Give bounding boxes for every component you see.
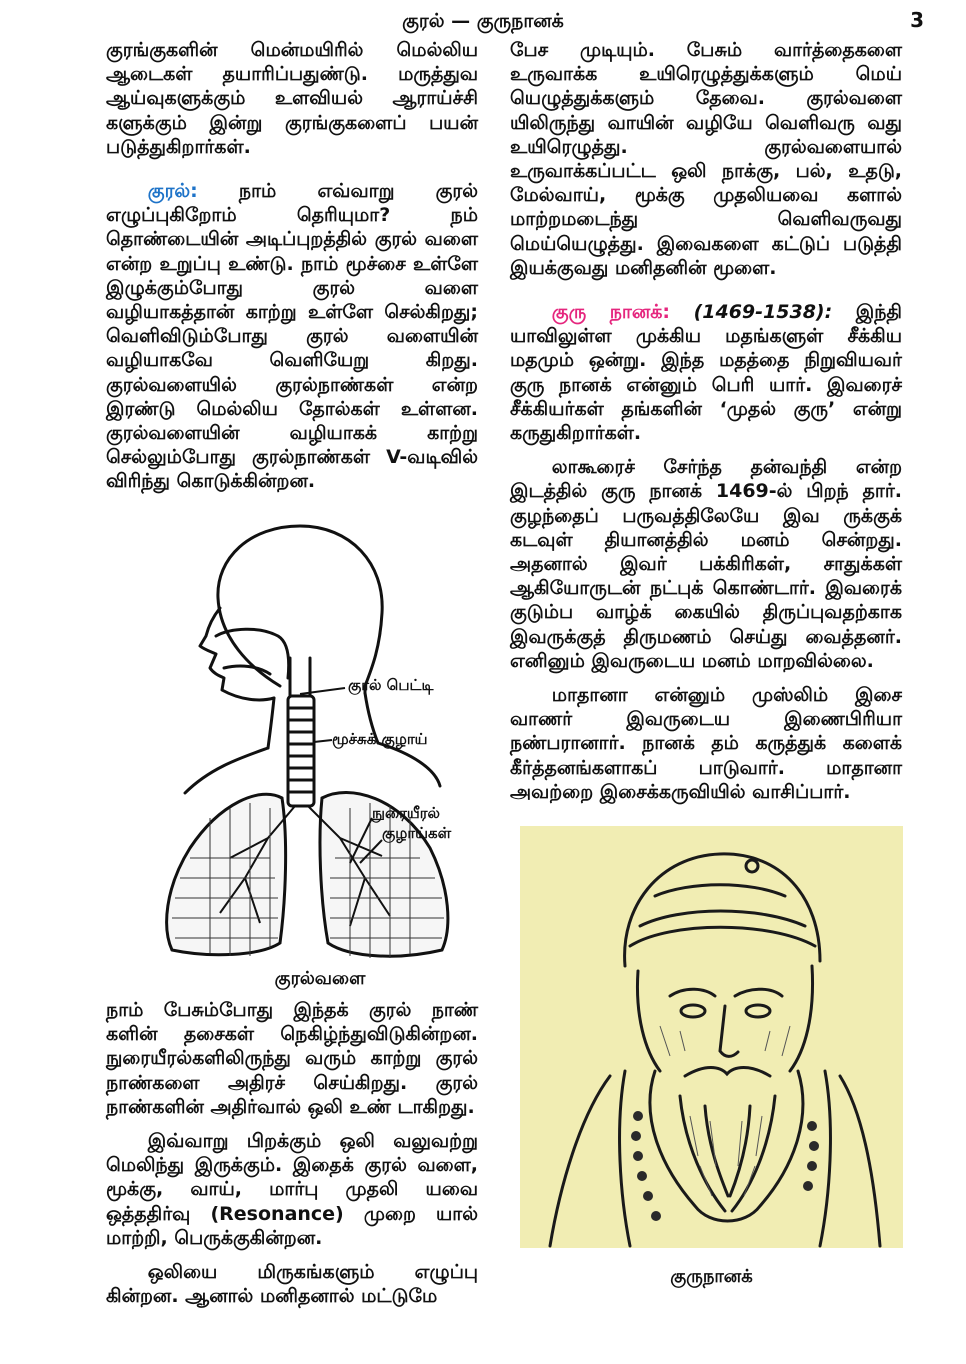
respiratory-system-drawing <box>150 518 490 968</box>
paragraph-voice-text: நாம் எவ்வாறு குரல் எழுப்புகிறோம் தெரியுமா? நம் தொண்டையின் அடிப்புறத்தில் குரல் வளை என்ற உறுப்பு உண்டு. நாம் மூச்சை உள்ளே இழுக்கும்போது குரல் வளை வழியாகத்தான் காற்று உள்ளே செல்கிறது; வெளிவிடும்போது குரல் வளையின் வழியாகவே வெளியேறு கிறது. குரல்வளையில் குரல்நாண்கள் என்ற இரண்டு மெல்லிய தோல்கள் உள்ளன. குரல்வளையின் வழியாகக் காற்று செல்லும்போது குரல்நாண்கள் V-வடிவில் விரிந்து கொடுக்கின்றன. <box>106 180 478 493</box>
label-voice-box: குரல் பெட்டி <box>348 676 434 694</box>
paragraph-birth: லாகூரைச் சேர்ந்த தன்வந்தி என்ற இடத்தில் குரு நானக் 1469-ல் பிறந் தார். குழந்தைப் பருவத்திலேயே இவ ருக்குக் கடவுள் தியானத்தில் மனம் சென்றது. அதனால் இவர் பக்கிரிகள், சாதுக்கள் ஆகியோருடன் நட்புக் கொண்டார். இவரைக் குடும்ப வாழ்க் கையில் திருப்புவதற்காக இவருக்குத் திருமணம் செய்து வைத்தனர். எனினும் இவருடைய மனம் மாறவில்லை. <box>510 456 902 672</box>
running-header: குரல் — குருநானக் <box>402 10 564 32</box>
paragraph-voice <box>106 179 478 494</box>
paragraph-animals: ஒலியை மிருகங்களும் எழுப்பு கின்றன. ஆனால் மனிதனால் மட்டுமே <box>106 1261 478 1308</box>
label-bronchi-1: நுரையீரல் <box>372 804 440 822</box>
paragraph-mardana: மாதானா என்னும் முஸ்லிம் இசை வாணர் இவருடைய இணைபிரியா நண்பரானார். நானக் தம் கருத்துக் களைக் கீர்த்தனங்களாகப் பாடுவார். மாதானா அவற்றை இசைக்கருவியில் வாசிப்பார். <box>510 684 902 803</box>
left-column-lower <box>106 998 478 1308</box>
paragraph-speech: பேச முடியும். பேசும் வார்த்தைகளை உருவாக்க உயிரெழுத்துக்களும் மெய் யெழுத்துக்களும் தேவை. குரல்வளை யிலிருந்து வாயின் வழியே வெளிவரு வது உயிரெழுத்து. குரல்வளையால் உருவாக்கப்பட்ட ஒலி நாக்கு, பல், உதடு, மேல்வாய், மூக்கு முதலியவை களால் மாற்றமடைந்து வெளிவருவது மெய்யெழுத்து. இவைகளை கட்டுப் படுத்தி இயக்குவது மனிதனின் மூளை. <box>510 39 902 279</box>
page-number: 3 <box>910 8 924 32</box>
paragraph-monkeys: குரங்குகளின் மென்மயிரில் மெல்லிய ஆடைகள் தயாரிப்பதுண்டு. மருத்துவ ஆய்வுகளுக்கும் உளவியல் ஆராய்ச்சி களுக்கும் இன்று குரங்குகளைப் பயன் படுத்துகிறார்கள். <box>106 39 478 158</box>
heading-kural: குரல்: <box>147 180 198 203</box>
larynx-diagram <box>150 518 490 968</box>
left-column <box>106 38 478 504</box>
heading-guru-nanak: குரு நானக்: <box>551 301 671 324</box>
caption-guru-nanak: குருநானக் <box>670 1266 753 1287</box>
paragraph-vocal-cords: நாம் பேசும்போது இந்தக் குரல் நாண் களின் தசைகள் நெகிழ்ந்துவிடுகின்றன. நுரையீரல்களிலிருந்து வரும் காற்று குரல் நாண்களை அதிரச் செய்கிறது. குரல் நாண்களின் அதிர்வால் ஒலி உண் டாகிறது. <box>106 999 478 1118</box>
paragraph-guru-nanak <box>510 300 902 445</box>
paragraph-guru-nanak-text: இந்தி யாவிலுள்ள முக்கிய மதங்களுள் சீக்கிய மதமும் ஒன்று. இந்த மதத்தை நிறுவியவர் குரு நானக் என்னும் பெரி யார். இவரைச் சீக்கியர்கள் தங்களின் ‘முதல் குரு’ என்று கருதுகிறார்கள். <box>510 301 902 445</box>
label-bronchi-2: குழாய்கள் <box>382 824 452 842</box>
right-column <box>510 38 902 814</box>
guru-nanak-years: (1469-1538): <box>670 301 833 324</box>
label-trachea: மூச்சுக் குழாய் <box>332 730 428 748</box>
caption-larynx: குரல்வளை <box>274 968 366 989</box>
guru-nanak-portrait <box>520 826 903 1248</box>
paragraph-resonance: இவ்வாறு பிறக்கும் ஒலி வலுவற்று மெலிந்து இருக்கும். இதைக் குரல் வளை, மூக்கு, வாய், மார்பு முதலி யவை ஒத்ததிர்வு (Resonance) முறை யால் மாற்றி, பெருக்குகின்றன. <box>106 1130 478 1249</box>
guru-nanak-drawing <box>520 826 903 1248</box>
